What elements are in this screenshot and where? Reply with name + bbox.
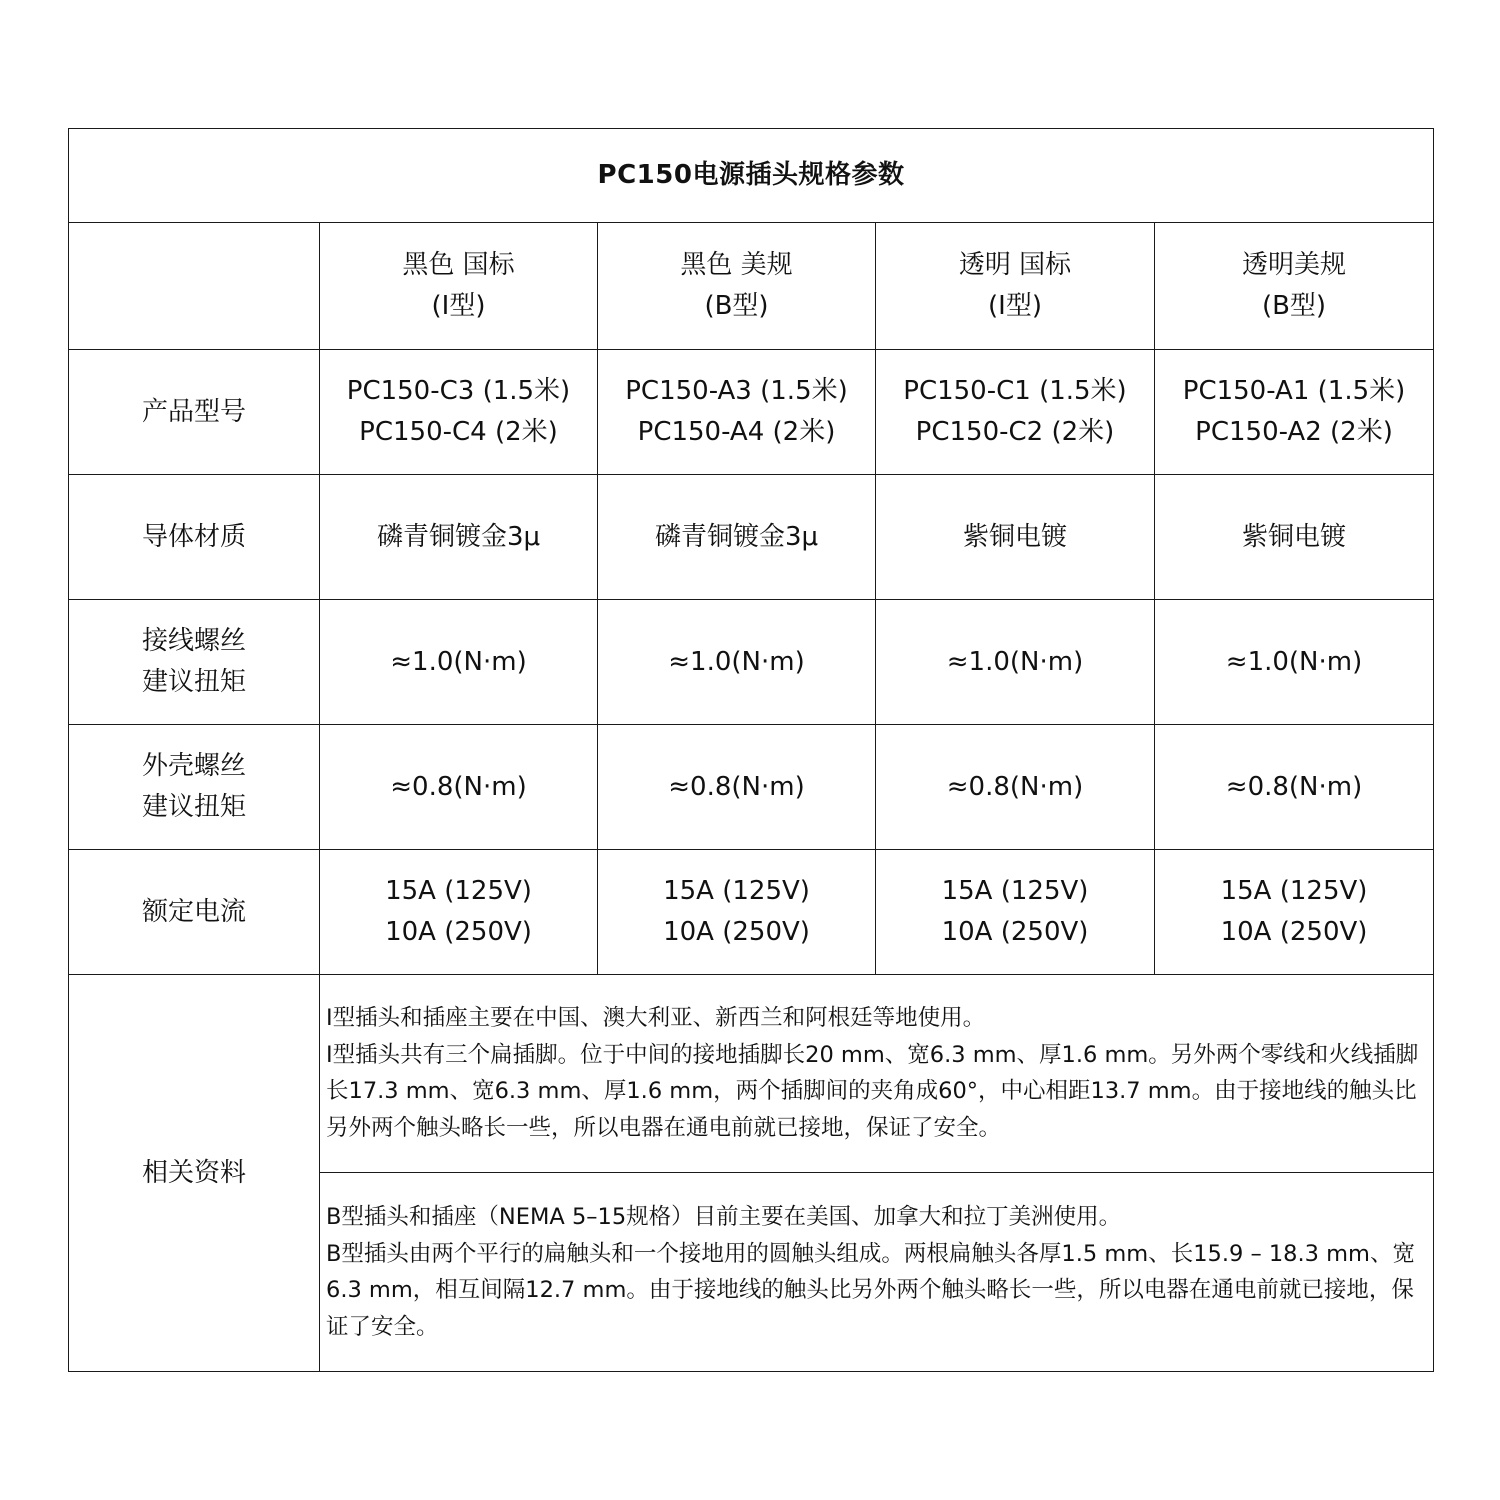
cell-line: PC150-A2 (2米) (1195, 417, 1393, 447)
cell-line: ≈0.8(N·m) (390, 771, 527, 802)
table-cell (876, 600, 1155, 725)
column-header-black-us (598, 223, 876, 350)
cell-line: PC150-C3 (1.5米) (346, 376, 571, 406)
cell-line: 15A (125V) (385, 876, 532, 906)
cell-line: ≈1.0(N·m) (668, 646, 805, 677)
column-header-clear-gb (876, 223, 1155, 350)
header-corner-cell (69, 223, 320, 350)
table-cell (876, 725, 1155, 850)
info-block-type-i (320, 975, 1433, 1173)
cell-line: PC150-C2 (2米) (915, 417, 1115, 447)
cell-line: PC150-A3 (1.5米) (625, 376, 848, 406)
table-cell (320, 475, 598, 600)
table-row-info (69, 975, 1434, 1372)
table-cell (1155, 600, 1434, 725)
column-header-line2: (I型) (988, 291, 1042, 321)
column-header-black-gb (320, 223, 598, 350)
table-cell (320, 350, 598, 475)
row-label-rated-current (69, 850, 320, 975)
cell-line: 10A (250V) (663, 917, 810, 947)
cell-line: PC150-C1 (1.5米) (903, 376, 1127, 406)
table-cell (598, 850, 876, 975)
cell-line: ≈0.8(N·m) (1225, 771, 1363, 802)
column-header-line1: 透明美规 (1242, 250, 1347, 280)
row-label-text: 导体材质 (141, 521, 246, 552)
table-cell (598, 350, 876, 475)
column-header-line1: 黑色 美规 (680, 250, 793, 280)
table-row-material (69, 475, 1434, 600)
cell-line: 磷青铜镀金3μ (654, 521, 819, 552)
cell-line: 10A (250V) (941, 917, 1089, 947)
table-cell (876, 350, 1155, 475)
title-row (69, 129, 1434, 223)
row-label-text: 额定电流 (141, 896, 246, 927)
info-block-type-b (320, 1173, 1433, 1371)
cell-line: ≈1.0(N·m) (390, 646, 527, 677)
row-label-text: 接线螺丝 (141, 626, 246, 656)
column-header-clear-us (1155, 223, 1434, 350)
table-row-shell-screw-torque (69, 725, 1434, 850)
cell-line: 15A (125V) (941, 876, 1089, 906)
cell-line: PC150-A1 (1.5米) (1182, 376, 1406, 406)
cell-line: ≈1.0(N·m) (946, 646, 1084, 677)
header-row (69, 223, 1434, 350)
cell-line: 10A (250V) (385, 917, 532, 947)
info-paragraph: I型插头共有三个扁插脚。位于中间的接地插脚长20 mm、宽6.3 mm、厚1.6 mm。另外两个零线和火线插脚长17.3 mm、宽6.3 mm、厚1.6 mm，两个插脚间的夹角成60°，中心相距13.7 mm。由于接地线的触头比另外两个触头略长一些，所以电器在通电前就已接地，保证了安全。 (326, 1041, 1419, 1141)
spec-table (68, 128, 1434, 1372)
cell-line: ≈0.8(N·m) (946, 771, 1084, 802)
table-title: PC150电源插头规格参数 (69, 129, 1434, 223)
table-row-model (69, 350, 1434, 475)
info-paragraph: B型插头由两个平行的扁触头和一个接地用的圆触头组成。两根扁触头各厚1.5 mm、长15.9 – 18.3 mm、宽6.3 mm，相互间隔12.7 mm。由于接地线的触头比另外两个触头略长一些，所以电器在通电前就已接地，保证了安全。 (326, 1240, 1415, 1340)
row-label-shell-screw-torque (69, 725, 320, 850)
info-cell (320, 975, 1434, 1372)
cell-line: 15A (125V) (1220, 876, 1368, 906)
info-paragraph: B型插头和插座（NEMA 5–15规格）目前主要在美国、加拿大和拉丁美洲使用。 (326, 1204, 1122, 1230)
cell-line: 紫铜电镀 (1242, 521, 1347, 552)
cell-line: 紫铜电镀 (962, 521, 1067, 552)
cell-line: 10A (250V) (1220, 917, 1368, 947)
table-cell (1155, 725, 1434, 850)
cell-line: PC150-C4 (2米) (359, 417, 558, 447)
column-header-line2: (I型) (431, 291, 486, 321)
table-cell (1155, 475, 1434, 600)
row-label-text: 相关资料 (141, 1157, 246, 1188)
info-paragraph: I型插头和插座主要在中国、澳大利亚、新西兰和阿根廷等地使用。 (326, 1005, 986, 1031)
table-cell (598, 475, 876, 600)
table-cell (320, 600, 598, 725)
cell-line: ≈0.8(N·m) (668, 771, 805, 802)
row-label-text: 建议扭矩 (141, 667, 246, 697)
table-cell (1155, 350, 1434, 475)
cell-line: 磷青铜镀金3μ (376, 521, 541, 552)
table-cell (598, 725, 876, 850)
row-label-text: 建议扭矩 (141, 792, 246, 822)
row-label-text: 外壳螺丝 (141, 751, 246, 781)
row-label-wire-screw-torque (69, 600, 320, 725)
cell-line: ≈1.0(N·m) (1225, 646, 1363, 677)
row-label-text: 产品型号 (141, 396, 246, 427)
row-label-material (69, 475, 320, 600)
table-cell (876, 850, 1155, 975)
column-header-line1: 透明 国标 (958, 250, 1072, 280)
cell-line: 15A (125V) (663, 876, 810, 906)
cell-line: PC150-A4 (2米) (637, 417, 836, 447)
table-cell (1155, 850, 1434, 975)
table-cell (320, 850, 598, 975)
table-cell (598, 600, 876, 725)
column-header-line1: 黑色 国标 (402, 250, 515, 280)
table-row-rated-current (69, 850, 1434, 975)
column-header-line2: (B型) (704, 291, 769, 321)
table-cell (320, 725, 598, 850)
table-cell (876, 475, 1155, 600)
table-row-wire-screw-torque (69, 600, 1434, 725)
row-label-info (69, 975, 320, 1372)
column-header-line2: (B型) (1261, 291, 1327, 321)
row-label-model (69, 350, 320, 475)
